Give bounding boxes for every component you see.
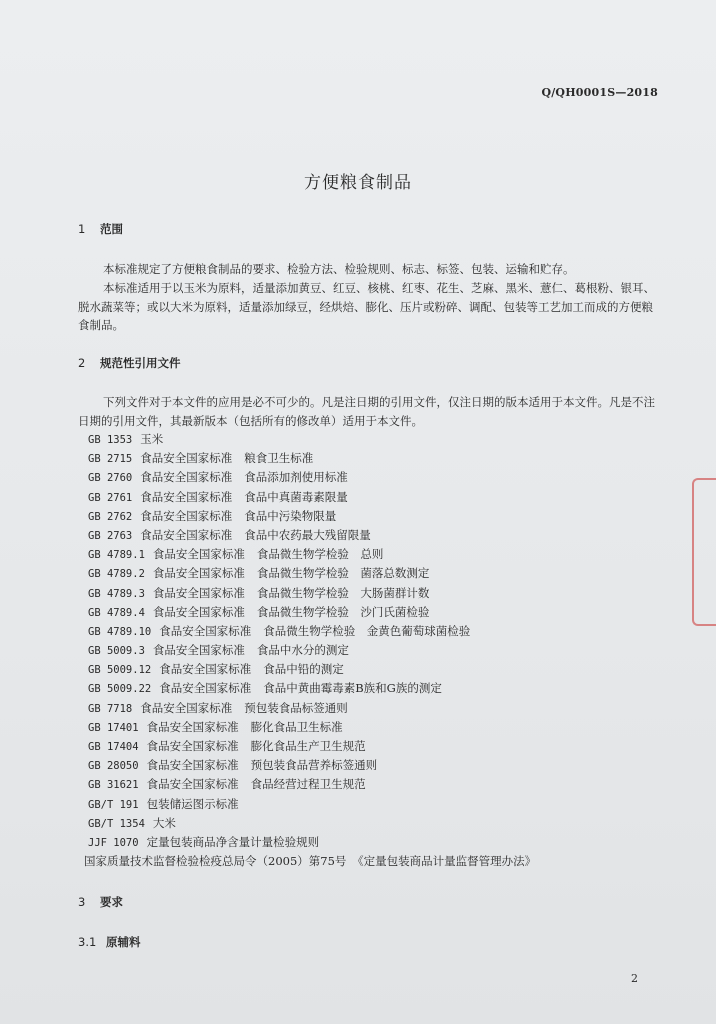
reference-code: GB/T 191 — [88, 798, 139, 811]
reference-code: GB 5009.22 — [88, 683, 152, 696]
reference-title: 预包装食品标签通则 — [244, 700, 348, 715]
scope-paragraph-1: 本标准规定了方便粮食制品的要求、检验方法、检验规则、标志、标签、包装、运输和贮存。 — [103, 262, 575, 276]
reference-title: 食品中水分的测定 — [256, 643, 349, 658]
reference-title: 食品微生物学检验 总则 — [256, 547, 384, 562]
reference-code: GB 17404 — [88, 741, 139, 753]
reference-title: 食品中铅的测定 — [263, 662, 344, 677]
reference-code: GB 31621 — [88, 779, 139, 792]
reference-title: 食品经营过程卫生规范 — [250, 777, 366, 792]
reference-code: GB 2762 — [88, 510, 133, 523]
reference-code: GB 2760 — [88, 472, 133, 485]
reference-code: GB 4789.2 — [88, 568, 145, 581]
reference-org: 食品安全国家标准 — [152, 604, 245, 619]
reference-org: 食品安全国家标准 — [146, 777, 239, 792]
reference-item — [88, 545, 536, 564]
reference-code: GB 7718 — [88, 702, 133, 715]
document-title: 方便粮食制品 — [304, 173, 412, 193]
reference-title: 玉米 — [140, 432, 164, 446]
reference-code: JJF 1070 — [88, 836, 139, 849]
reference-item — [88, 833, 536, 852]
section-3-heading — [78, 894, 123, 910]
reference-title: 包装储运图示标准 — [146, 796, 239, 811]
section-number: 1 — [78, 222, 86, 236]
reference-org: 食品安全国家标准 — [152, 566, 245, 581]
reference-org: 食品安全国家标准 — [146, 739, 239, 753]
reference-item — [88, 564, 536, 583]
reference-item — [84, 852, 536, 871]
section-2-heading — [78, 355, 181, 371]
reference-title: 食品微生物学检验 菌落总数测定 — [256, 566, 430, 581]
reference-org: 食品安全国家标准 — [140, 527, 233, 542]
reference-title: 食品中农药最大残留限量 — [244, 527, 371, 542]
reference-item — [88, 488, 536, 507]
reference-org: 食品安全国家标准 — [152, 585, 245, 600]
reference-item — [88, 507, 536, 526]
reference-item — [88, 430, 536, 449]
reference-item — [88, 795, 536, 814]
reference-title: 食品微生物学检验 大肠菌群计数 — [256, 585, 430, 600]
reference-title: 食品中黄曲霉毒素B族和G族的测定 — [263, 681, 442, 696]
reference-code: GB 17401 — [88, 721, 139, 734]
standard-code: Q/QH0001S—2018 — [541, 86, 658, 99]
reference-code: GB 5009.12 — [88, 664, 152, 677]
reference-title: 大米 — [152, 815, 176, 830]
reference-org: 食品安全国家标准 — [152, 643, 245, 658]
reference-org: 食品安全国家标准 — [140, 700, 233, 715]
reference-org: 食品安全国家标准 — [140, 451, 233, 466]
reference-org: 食品安全国家标准 — [140, 489, 233, 504]
reference-list — [84, 430, 537, 871]
reference-item — [88, 468, 536, 487]
reference-org: 食品安全国家标准 — [152, 547, 245, 562]
reference-code: GB 4789.4 — [88, 606, 145, 619]
reference-org: 食品安全国家标准 — [140, 508, 233, 523]
reference-code: GB 4789.3 — [88, 587, 145, 600]
reference-title: 预包装食品营养标签通则 — [250, 758, 378, 773]
reference-title: 粮食卫生标准 — [244, 451, 314, 466]
reference-code: GB/T 1354 — [88, 817, 145, 830]
reference-code: GB 1353 — [88, 434, 133, 446]
reference-item — [88, 584, 536, 603]
reference-title: 食品中污染物限量 — [244, 508, 337, 523]
reference-code: GB 2715 — [88, 453, 133, 466]
reference-code: GB 4789.10 — [88, 625, 152, 638]
reference-title: 食品微生物学检验 金黄色葡萄球菌检验 — [263, 623, 471, 638]
reference-item — [88, 756, 536, 775]
section-title: 规范性引用文件 — [100, 356, 181, 370]
page-number: 2 — [631, 972, 638, 985]
reference-title: 定量包装商品净含量计量检验规则 — [146, 834, 320, 849]
reference-title: 食品微生物学检验 沙门氏菌检验 — [256, 604, 430, 619]
reference-org: 食品安全国家标准 — [146, 758, 239, 773]
reference-item — [88, 603, 536, 622]
scope-paragraph-2: 本标准适用于以玉米为原料，适量添加黄豆、红豆、核桃、红枣、花生、芝麻、黑米、薏仁、葛根粉、银耳、脱水蔬菜等；或以大米为原料，适量添加绿豆，经烘焙、膨化、压片或粉碎、调配、包装等工艺加工而成的方便粮食制品。 — [78, 281, 655, 332]
reference-code: GB 28050 — [88, 760, 139, 773]
reference-org: 食品安全国家标准 — [159, 623, 252, 638]
section-title: 原辅料 — [106, 935, 141, 949]
normative-intro: 下列文件对于本文件的应用是必不可少的。凡是注日期的引用文件，仅注日期的版本适用于本文件。凡是不注日期的引用文件，其最新版本（包括所有的修改单）适用于本文件。 — [78, 395, 655, 428]
section-number: 3 — [78, 895, 86, 909]
reference-item — [88, 526, 536, 545]
reference-item — [88, 622, 536, 641]
section-number: 3.1 — [78, 935, 97, 949]
section-title: 范围 — [100, 222, 123, 236]
reference-item — [88, 699, 536, 718]
reference-item — [88, 449, 536, 468]
reference-item — [88, 718, 536, 737]
reference-item — [88, 775, 536, 794]
reference-code: GB 2761 — [88, 491, 133, 504]
reference-item — [88, 737, 536, 756]
reference-title: 食品中真菌毒素限量 — [244, 489, 348, 504]
reference-title: 食品添加剂使用标准 — [244, 470, 348, 485]
section-title: 要求 — [100, 895, 123, 909]
reference-org: 食品安全国家标准 — [146, 719, 239, 734]
reference-org: 食品安全国家标准 — [159, 662, 252, 677]
reference-code: GB 5009.3 — [88, 645, 145, 658]
reference-item — [88, 814, 536, 833]
reference-item — [88, 679, 536, 698]
reference-title: 膨化食品卫生标准 — [250, 719, 343, 734]
section-3-1-heading — [78, 934, 141, 950]
reference-code: GB 2763 — [88, 529, 133, 542]
section-1-heading — [78, 221, 123, 237]
reference-code: GB 4789.1 — [88, 549, 145, 562]
reference-org: 食品安全国家标准 — [159, 681, 252, 696]
red-seal-stamp — [692, 478, 716, 626]
reference-title: 膨化食品生产卫生规范 — [250, 739, 366, 753]
reference-org: 食品安全国家标准 — [140, 470, 233, 485]
section-number: 2 — [78, 356, 86, 370]
reference-title: 国家质量技术监督检验检疫总局令（2005）第75号 《定量包装商品计量监督管理办法》 — [84, 854, 537, 869]
reference-item — [88, 660, 536, 679]
reference-item — [88, 641, 536, 660]
